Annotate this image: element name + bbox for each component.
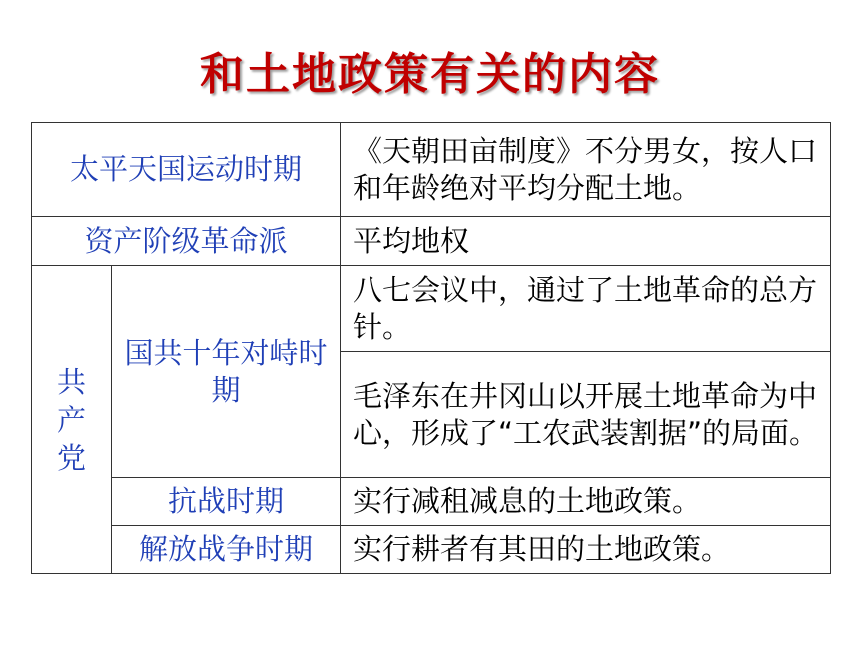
policy-cell: 八七会议中，通过了土地革命的总方针。 (341, 266, 831, 352)
land-policy-table (31, 122, 831, 574)
table-row (32, 123, 831, 217)
policy-cell: 《天朝田亩制度》不分男女，按人口和年龄绝对平均分配土地。 (341, 123, 831, 217)
table-row (32, 478, 831, 526)
policy-cell: 实行减租减息的土地政策。 (341, 478, 831, 526)
table-row (32, 526, 831, 574)
page-title: 和土地政策有关的内容 (200, 49, 660, 100)
period-cell: 资产阶级革命派 (32, 217, 341, 266)
period-cell: 国共十年对峙时期 (112, 266, 341, 478)
table-row (32, 266, 831, 352)
period-cell: 太平天国运动时期 (32, 123, 341, 217)
table-row (32, 217, 831, 266)
policy-cell: 平均地权 (341, 217, 831, 266)
party-cell (32, 266, 112, 574)
party-label: 共产党 (57, 364, 87, 475)
policy-cell: 毛泽东在井冈山以开展土地革命为中心，形成了“工农武装割据”的局面。 (341, 352, 831, 478)
period-cell: 抗战时期 (112, 478, 341, 526)
period-cell: 解放战争时期 (112, 526, 341, 574)
policy-cell: 实行耕者有其田的土地政策。 (341, 526, 831, 574)
